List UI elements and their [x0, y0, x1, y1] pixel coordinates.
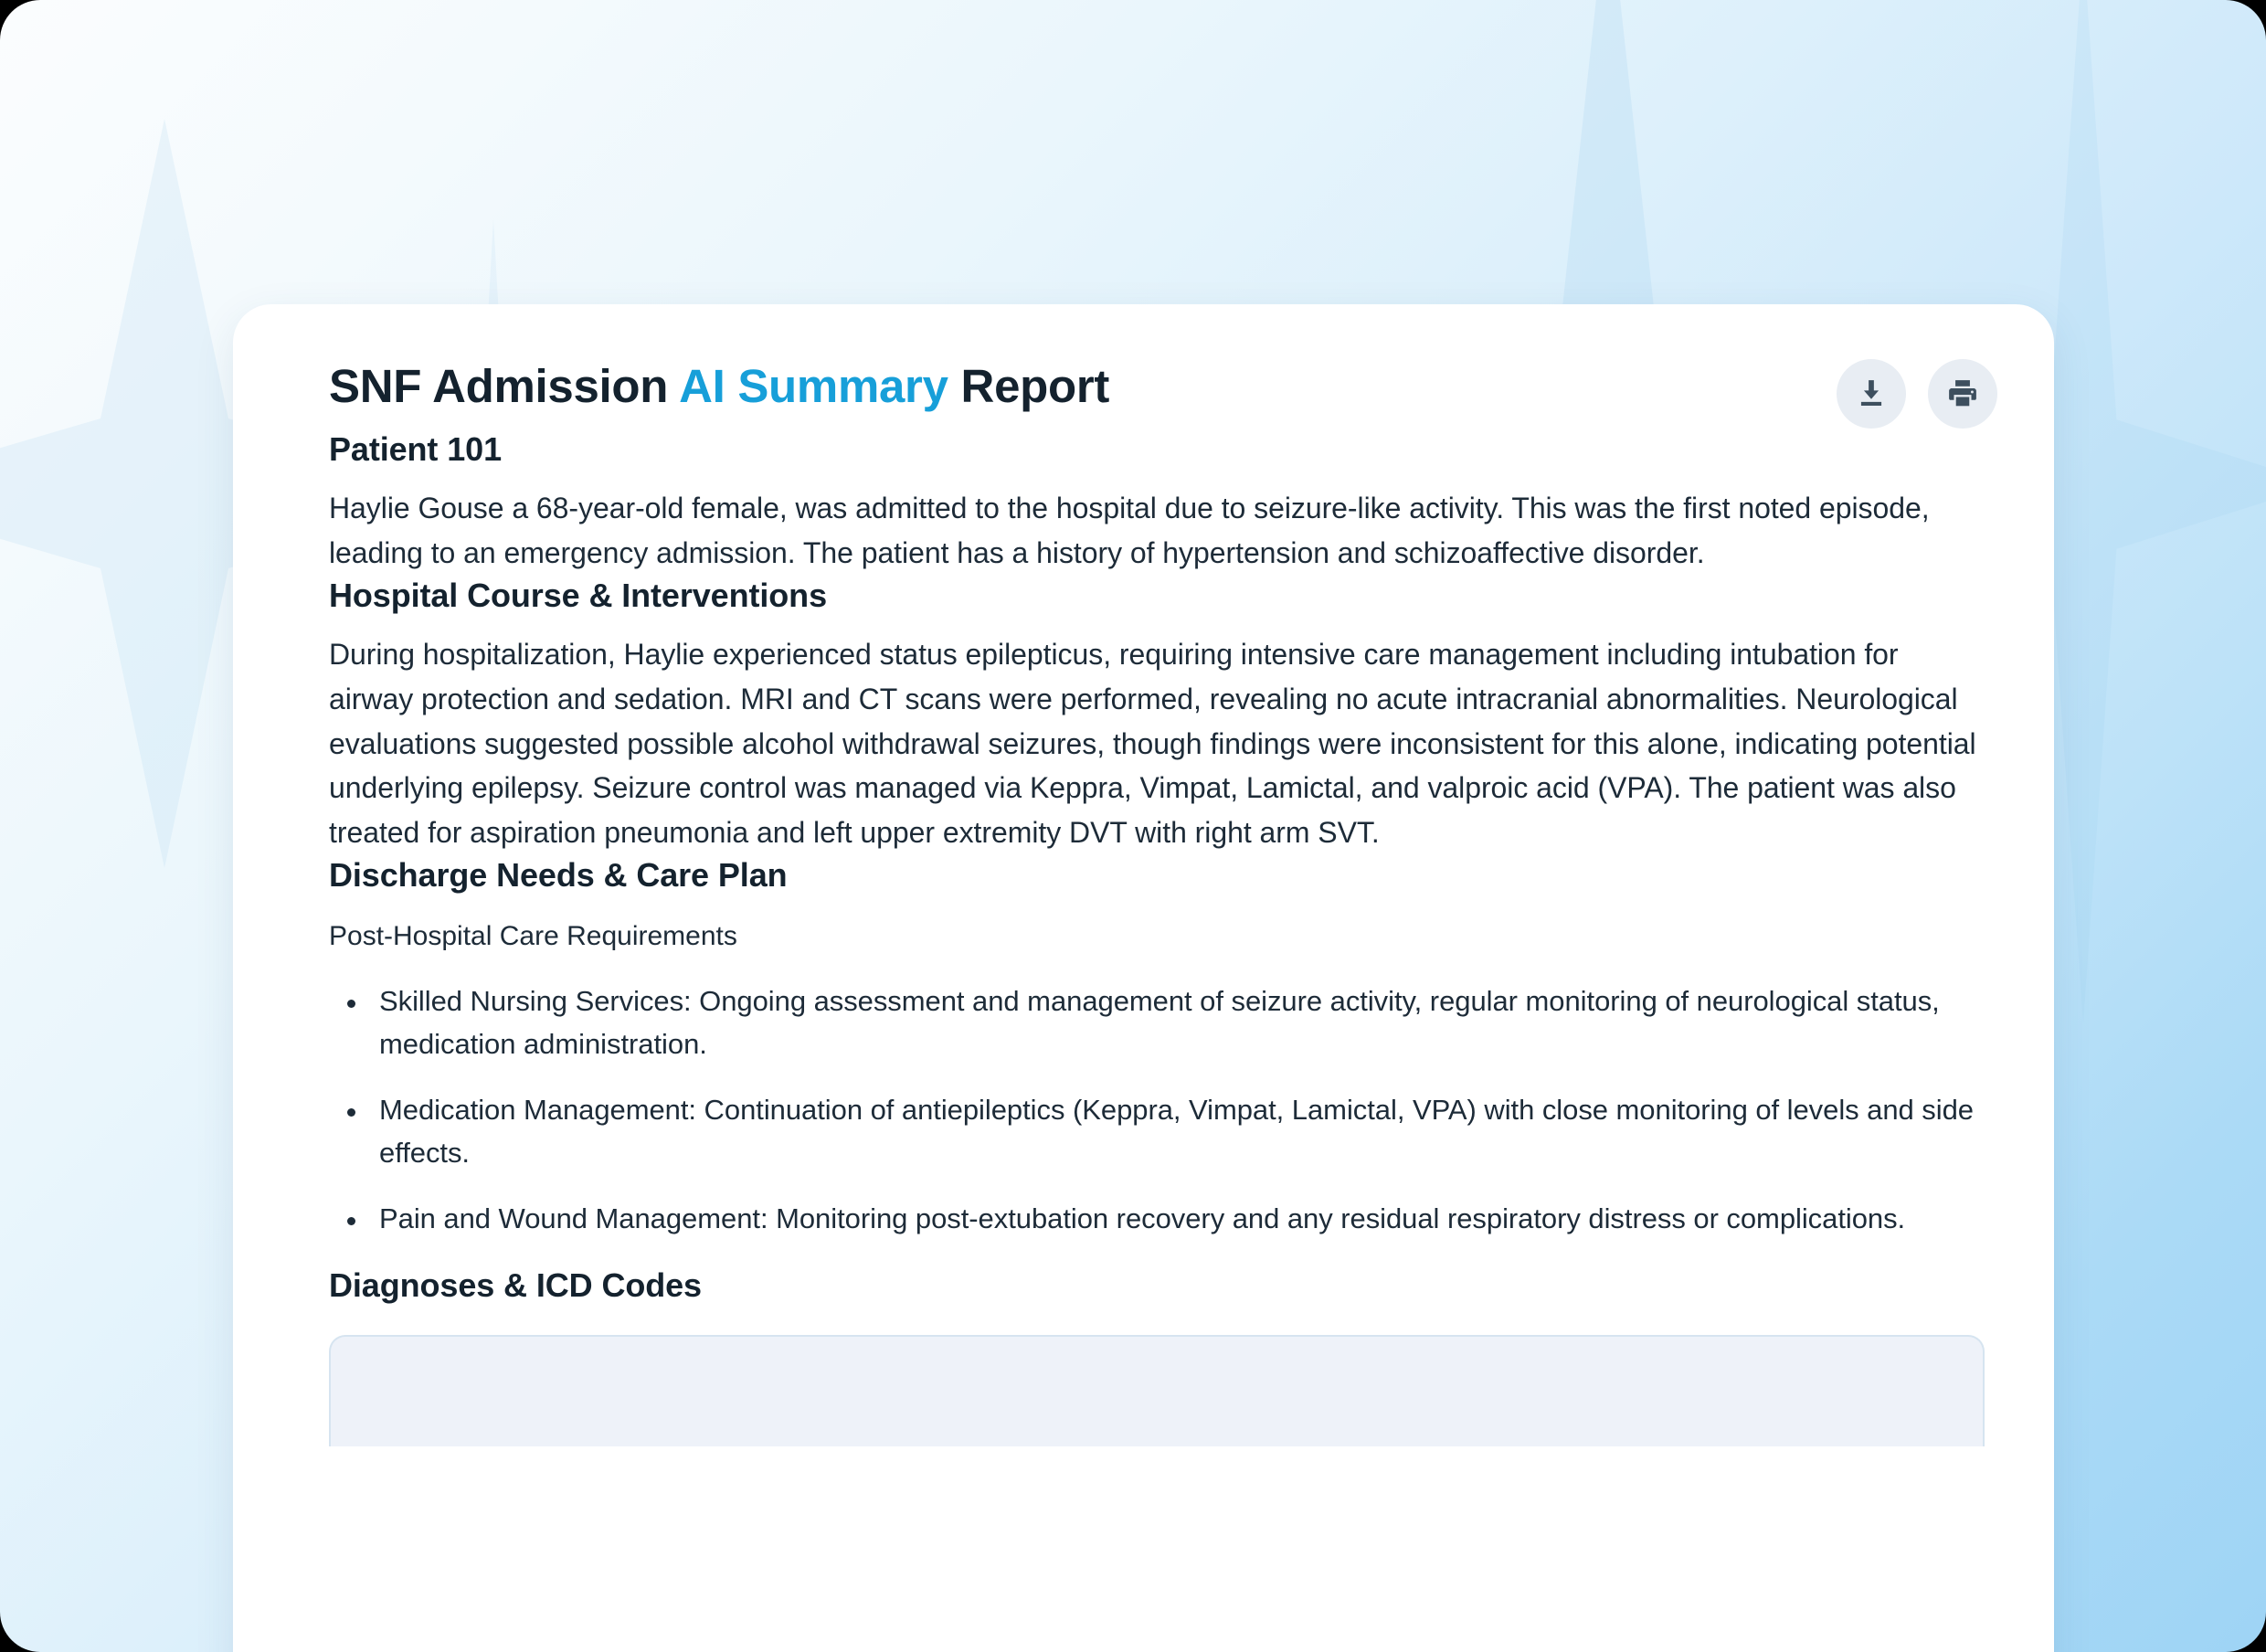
report-header	[281, 352, 1997, 429]
section-heading-hospital-course: Hospital Course & Interventions	[329, 577, 827, 615]
diagnoses-table-panel	[329, 1335, 1985, 1446]
discharge-subheading: Post-Hospital Care Requirements	[329, 921, 737, 952]
section-heading-diagnoses: Diagnoses & ICD Codes	[329, 1265, 702, 1304]
report-card-inner	[233, 304, 2054, 1446]
header-actions	[1837, 352, 1997, 429]
list-item: Skilled Nursing Services: Ongoing assessment and management of seizure activity, regular monitoring of neurological status, medication administration.	[329, 980, 1988, 1065]
title-part-accent: AI Summary	[679, 360, 948, 412]
title-part-after: Report	[948, 360, 1110, 412]
report-card	[233, 304, 2054, 1652]
section-heading-patient: Patient 101	[329, 430, 502, 468]
hospital-course-paragraph: During hospitalization, Haylie experienced status epilepticus, requiring intensive care management including intubation for airway protection and sedation. MRI and CT scans were performed, revealing no acute intracranial abnormalities. Neurological evaluations suggested possible alcohol withdrawal seizures, though findings were inconsistent for this alone, indicating potential underlying epilepsy. Seizure control was managed via Keppra, Vimpat, Lamictal, and valproic acid (VPA). The patient was also treated for aspiration pneumonia and left upper extremity DVT with right arm SVT.	[329, 638, 1976, 849]
download-button[interactable]	[1837, 359, 1906, 429]
list-item: Medication Management: Continuation of antiepileptics (Keppra, Vimpat, Lamictal, VPA) with close monitoring of levels and side effects.	[329, 1089, 1988, 1174]
patient-summary-paragraph: Haylie Gouse a 68-year-old female, was admitted to the hospital due to seizure-like activity. This was the first noted episode, leading to an emergency admission. The patient has a history of hypertension and schizoaffective disorder.	[329, 492, 1930, 569]
report-body	[281, 429, 1997, 1446]
page-title	[281, 352, 1109, 412]
download-icon	[1854, 376, 1889, 411]
list-item: Pain and Wound Management: Monitoring post-extubation recovery and any residual respiratory distress or complications.	[329, 1198, 1988, 1241]
title-part-before: SNF Admission	[329, 360, 680, 412]
print-icon	[1945, 376, 1980, 411]
discharge-bullet-list	[329, 980, 1988, 1241]
section-heading-discharge-needs: Discharge Needs & Care Plan	[329, 856, 788, 895]
print-button[interactable]	[1928, 359, 1997, 429]
